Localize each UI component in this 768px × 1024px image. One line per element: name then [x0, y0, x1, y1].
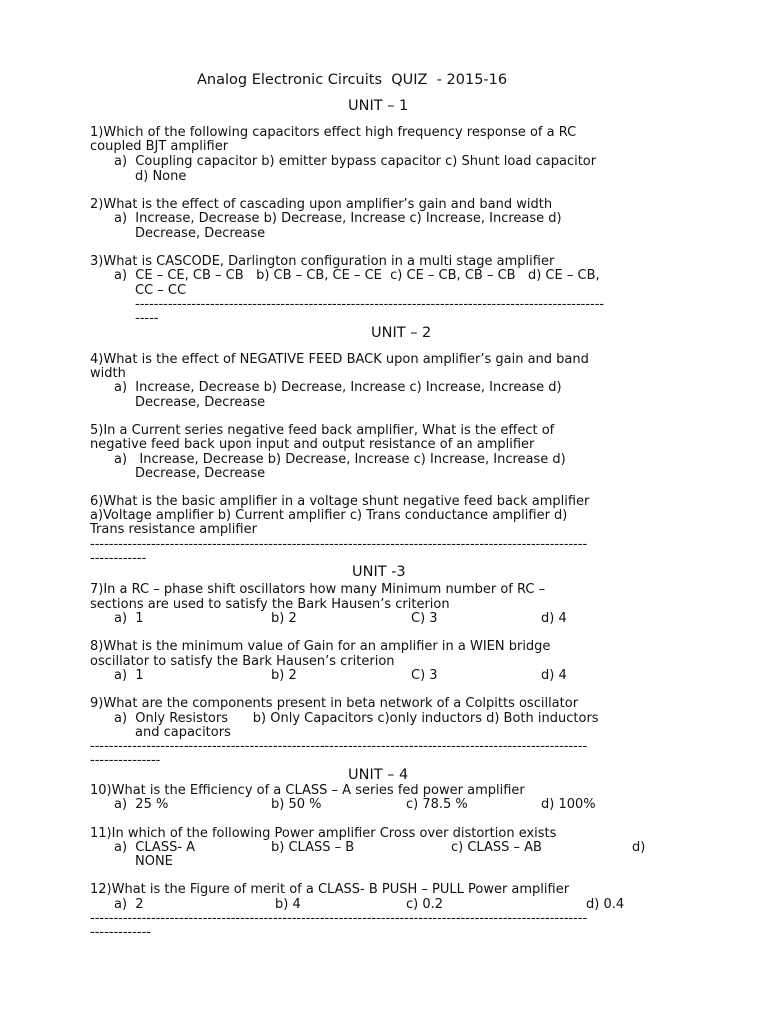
question-12: 12)What is the Figure of merit of a CLASS- B PUSH – PULL Power amplifier	[90, 882, 570, 897]
unit-1-heading: UNIT – 1	[348, 98, 409, 114]
question-10-option-c: c) 78.5 %	[406, 797, 468, 812]
question-6-options: a)Voltage amplifier b) Current amplifier c) Trans conductance amplifier d)	[90, 508, 568, 523]
question-2: 2)What is the effect of cascading upon amplifier’s gain and band width	[90, 197, 553, 212]
question-12-option-b: b) 4	[275, 897, 301, 912]
question-2-options-cont: Decrease, Decrease	[135, 226, 266, 241]
question-5: 5)In a Current series negative feed back amplifier, What is the effect of	[90, 423, 555, 438]
question-3-options: a) CE – CE, CB – CB b) CB – CB, CE – CE c) CE – CB, CB – CB d) CE – CB,	[114, 268, 600, 283]
question-7-option-b: b) 2	[271, 611, 297, 626]
question-5-options-cont: Decrease, Decrease	[135, 466, 266, 481]
question-7-option-c: C) 3	[411, 611, 438, 626]
question-4: 4)What is the effect of NEGATIVE FEED BACK upon amplifier’s gain and band	[90, 352, 589, 367]
question-9-options: a) Only Resistors b) Only Capacitors c)only inductors d) Both inductors	[114, 711, 599, 726]
question-1: 1)Which of the following capacitors effect high frequency response of a RC	[90, 125, 577, 140]
question-7-option-a: a) 1	[114, 611, 144, 626]
question-10: 10)What is the Efficiency of a CLASS – A series fed power amplifier	[90, 783, 525, 798]
question-11-option-d: d)	[632, 840, 646, 855]
separator-line-cont: -------------	[90, 925, 151, 940]
separator-line: ----------------------------------------------------------------------------------------------------------	[90, 537, 588, 552]
unit-4-heading: UNIT – 4	[348, 767, 409, 783]
question-11-option-d-cont: NONE	[135, 854, 173, 869]
question-4-cont: width	[90, 366, 126, 381]
question-4-options-cont: Decrease, Decrease	[135, 395, 266, 410]
question-8-option-d: d) 4	[541, 668, 567, 683]
unit-2-heading: UNIT – 2	[371, 325, 432, 341]
question-11: 11)In which of the following Power amplifier Cross over distortion exists	[90, 826, 557, 841]
question-7-option-d: d) 4	[541, 611, 567, 626]
question-10-option-b: b) 50 %	[271, 797, 322, 812]
separator-line: ----------------------------------------------------------------------------------------------------------	[90, 739, 588, 754]
question-11-option-a: a) CLASS- A	[114, 840, 196, 855]
question-4-options: a) Increase, Decrease b) Decrease, Increase c) Increase, Increase d)	[114, 380, 562, 395]
question-8: 8)What is the minimum value of Gain for an amplifier in a WIEN bridge	[90, 639, 551, 654]
question-8-option-c: C) 3	[411, 668, 438, 683]
question-7: 7)In a RC – phase shift oscillators how many Minimum number of RC –	[90, 582, 546, 597]
question-8-cont: oscillator to satisfy the Bark Hausen’s criterion	[90, 654, 395, 669]
question-12-option-d: d) 0.4	[586, 897, 625, 912]
separator-line-cont: ------------	[90, 551, 147, 566]
question-11-option-c: c) CLASS – AB	[451, 840, 542, 855]
separator-line-cont: ---------------	[90, 753, 161, 768]
question-5-options: a) Increase, Decrease b) Decrease, Increase c) Increase, Increase d)	[114, 452, 566, 467]
question-3-options-cont: CC – CC	[135, 283, 187, 298]
question-1-options: a) Coupling capacitor b) emitter bypass capacitor c) Shunt load capacitor	[114, 154, 597, 169]
question-7-cont: sections are used to satisfy the Bark Hausen’s criterion	[90, 597, 450, 612]
question-8-option-a: a) 1	[114, 668, 144, 683]
question-1-cont: coupled BJT amplifier	[90, 139, 229, 154]
question-6: 6)What is the basic amplifier in a voltage shunt negative feed back amplifier	[90, 494, 590, 509]
question-12-option-c: c) 0.2	[406, 897, 444, 912]
question-10-option-a: a) 25 %	[114, 797, 169, 812]
question-11-option-b: b) CLASS – B	[271, 840, 355, 855]
question-12-option-a: a) 2	[114, 897, 144, 912]
question-5-cont: negative feed back upon input and output resistance of an amplifier	[90, 437, 535, 452]
question-1-options-cont: d) None	[135, 169, 187, 184]
separator-line: ----------------------------------------------------------------------------------------------------------	[90, 911, 588, 926]
separator-line: ----------------------------------------------------------------------------------------------------	[135, 297, 605, 312]
unit-3-heading: UNIT -3	[352, 564, 406, 580]
question-3: 3)What is CASCODE, Darlington configuration in a multi stage amplifier	[90, 254, 555, 269]
page-title: Analog Electronic Circuits QUIZ - 2015-16	[197, 72, 508, 88]
question-6-options-cont: Trans resistance amplifier	[90, 522, 257, 537]
separator-line-cont: -----	[135, 311, 159, 326]
question-8-option-b: b) 2	[271, 668, 297, 683]
question-10-option-d: d) 100%	[541, 797, 596, 812]
question-9: 9)What are the components present in beta network of a Colpitts oscillator	[90, 696, 579, 711]
question-9-options-cont: and capacitors	[135, 725, 231, 740]
question-2-options: a) Increase, Decrease b) Decrease, Increase c) Increase, Increase d)	[114, 211, 562, 226]
